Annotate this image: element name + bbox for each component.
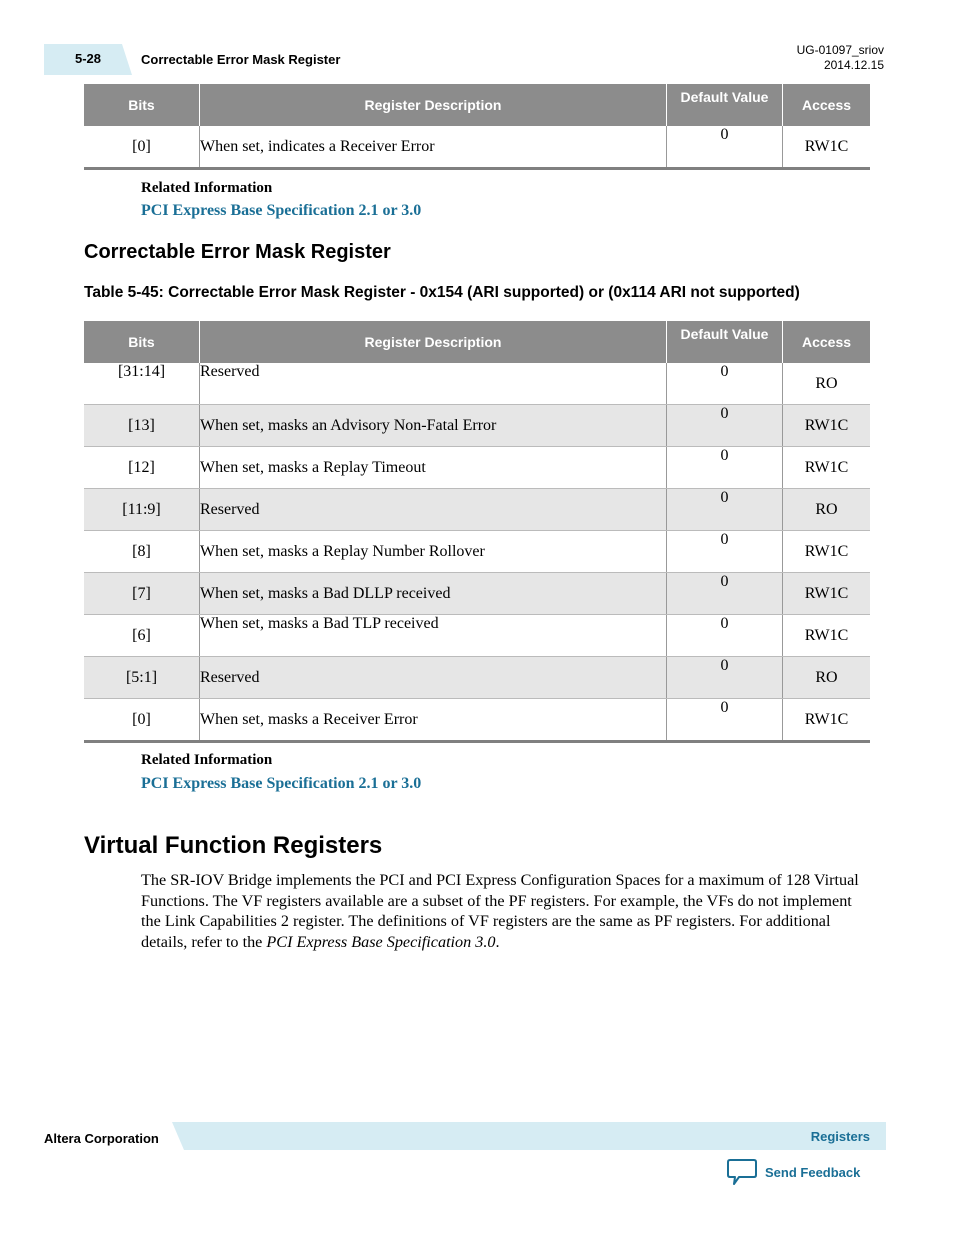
cell-access: RO bbox=[783, 489, 871, 531]
send-feedback-link[interactable] bbox=[727, 1158, 860, 1186]
cell-bits: [13] bbox=[84, 405, 200, 447]
cell-access: RW1C bbox=[783, 699, 871, 742]
cell-bits: [11:9] bbox=[84, 489, 200, 531]
running-header-title: Correctable Error Mask Register bbox=[141, 52, 341, 67]
cell-description: When set, masks a Replay Timeout bbox=[200, 447, 667, 489]
table-row bbox=[84, 657, 870, 699]
column-header-default: Default Value bbox=[667, 84, 783, 126]
table-row bbox=[84, 699, 870, 742]
column-header-access: Access bbox=[783, 84, 871, 126]
cell-default: 0 bbox=[667, 447, 783, 489]
cell-bits: [31:14] bbox=[84, 363, 200, 405]
cell-bits: [8] bbox=[84, 531, 200, 573]
cell-default: 0 bbox=[667, 531, 783, 573]
table-row bbox=[84, 126, 870, 169]
cell-description: When set, masks a Receiver Error bbox=[200, 699, 667, 742]
table-caption: Table 5-45: Correctable Error Mask Register - 0x154 (ARI supported) or (0x114 ARI not supported) bbox=[84, 284, 800, 301]
doc-identifier bbox=[797, 43, 884, 73]
table-row bbox=[84, 531, 870, 573]
cell-default: 0 bbox=[667, 615, 783, 657]
table-row bbox=[84, 447, 870, 489]
cell-access: RW1C bbox=[783, 531, 871, 573]
table-row bbox=[84, 405, 870, 447]
vf-spec-reference: PCI Express Base Specification 3.0 bbox=[266, 932, 496, 951]
speech-bubble-icon bbox=[727, 1158, 757, 1186]
spec-link[interactable]: PCI Express Base Specification 2.1 or 3.0 bbox=[141, 202, 422, 219]
cell-description: Reserved bbox=[200, 363, 667, 405]
column-header-bits: Bits bbox=[84, 84, 200, 126]
cell-access: RW1C bbox=[783, 405, 871, 447]
section-heading: Correctable Error Mask Register bbox=[84, 241, 391, 263]
cell-default: 0 bbox=[667, 699, 783, 742]
cell-bits: [0] bbox=[84, 126, 200, 169]
column-header-default: Default Value bbox=[667, 321, 783, 363]
cell-default: 0 bbox=[667, 405, 783, 447]
cell-access: RO bbox=[783, 363, 871, 405]
cell-bits: [6] bbox=[84, 615, 200, 657]
cell-bits: [5:1] bbox=[84, 657, 200, 699]
column-header-bits: Bits bbox=[84, 321, 200, 363]
cell-description: When set, masks an Advisory Non-Fatal Error bbox=[200, 405, 667, 447]
cell-description: When set, masks a Bad DLLP received bbox=[200, 573, 667, 615]
cell-access: RO bbox=[783, 657, 871, 699]
cell-bits: [7] bbox=[84, 573, 200, 615]
cell-default: 0 bbox=[667, 126, 783, 169]
cell-description: When set, masks a Replay Number Rollover bbox=[200, 531, 667, 573]
cell-bits: [0] bbox=[84, 699, 200, 742]
continued-register-table bbox=[84, 84, 870, 170]
table-row bbox=[84, 573, 870, 615]
vf-paragraph bbox=[141, 870, 871, 952]
spec-link[interactable]: PCI Express Base Specification 2.1 or 3.0 bbox=[141, 775, 422, 792]
related-information-label: Related Information bbox=[141, 180, 273, 196]
footer-section-link[interactable]: Registers bbox=[810, 1129, 870, 1144]
column-header-access: Access bbox=[783, 321, 871, 363]
cell-default: 0 bbox=[667, 573, 783, 615]
column-header-description: Register Description bbox=[200, 84, 667, 126]
cell-description: When set, masks a Bad TLP received bbox=[200, 615, 667, 657]
vf-heading: Virtual Function Registers bbox=[84, 832, 383, 859]
footer-company: Altera Corporation bbox=[44, 1131, 159, 1146]
table-row bbox=[84, 363, 870, 405]
footer-band bbox=[172, 1122, 886, 1150]
cell-access: RW1C bbox=[783, 615, 871, 657]
cell-description: Reserved bbox=[200, 489, 667, 531]
cell-description: When set, indicates a Receiver Error bbox=[200, 126, 667, 169]
table-row bbox=[84, 489, 870, 531]
cell-access: RW1C bbox=[783, 573, 871, 615]
cell-default: 0 bbox=[667, 657, 783, 699]
cell-default: 0 bbox=[667, 363, 783, 405]
cell-access: RW1C bbox=[783, 447, 871, 489]
page-number: 5-28 bbox=[75, 51, 102, 66]
cell-access: RW1C bbox=[783, 126, 871, 169]
vf-body-end: . bbox=[495, 932, 500, 951]
send-feedback-label: Send Feedback bbox=[765, 1164, 861, 1180]
vf-body-text: The SR-IOV Bridge implements the PCI and PCI Express Configuration Spaces for a maximum of 128 Virtual Functions. The VF registers available are a subset of the PF registers. For example, the VFs do not implement the Link Capabilities 2 register. The definitions of VF registers are the same as PF registers. For additional details, refer to the bbox=[141, 871, 859, 951]
column-header-description: Register Description bbox=[200, 321, 667, 363]
correctable-error-mask-table bbox=[84, 321, 870, 743]
table-row bbox=[84, 615, 870, 657]
doc-id: UG-01097_sriov bbox=[796, 43, 884, 57]
cell-bits: [12] bbox=[84, 447, 200, 489]
doc-date: 2014.12.15 bbox=[823, 58, 884, 72]
cell-description: Reserved bbox=[200, 657, 667, 699]
related-information-label: Related Information bbox=[141, 752, 273, 768]
cell-default: 0 bbox=[667, 489, 783, 531]
